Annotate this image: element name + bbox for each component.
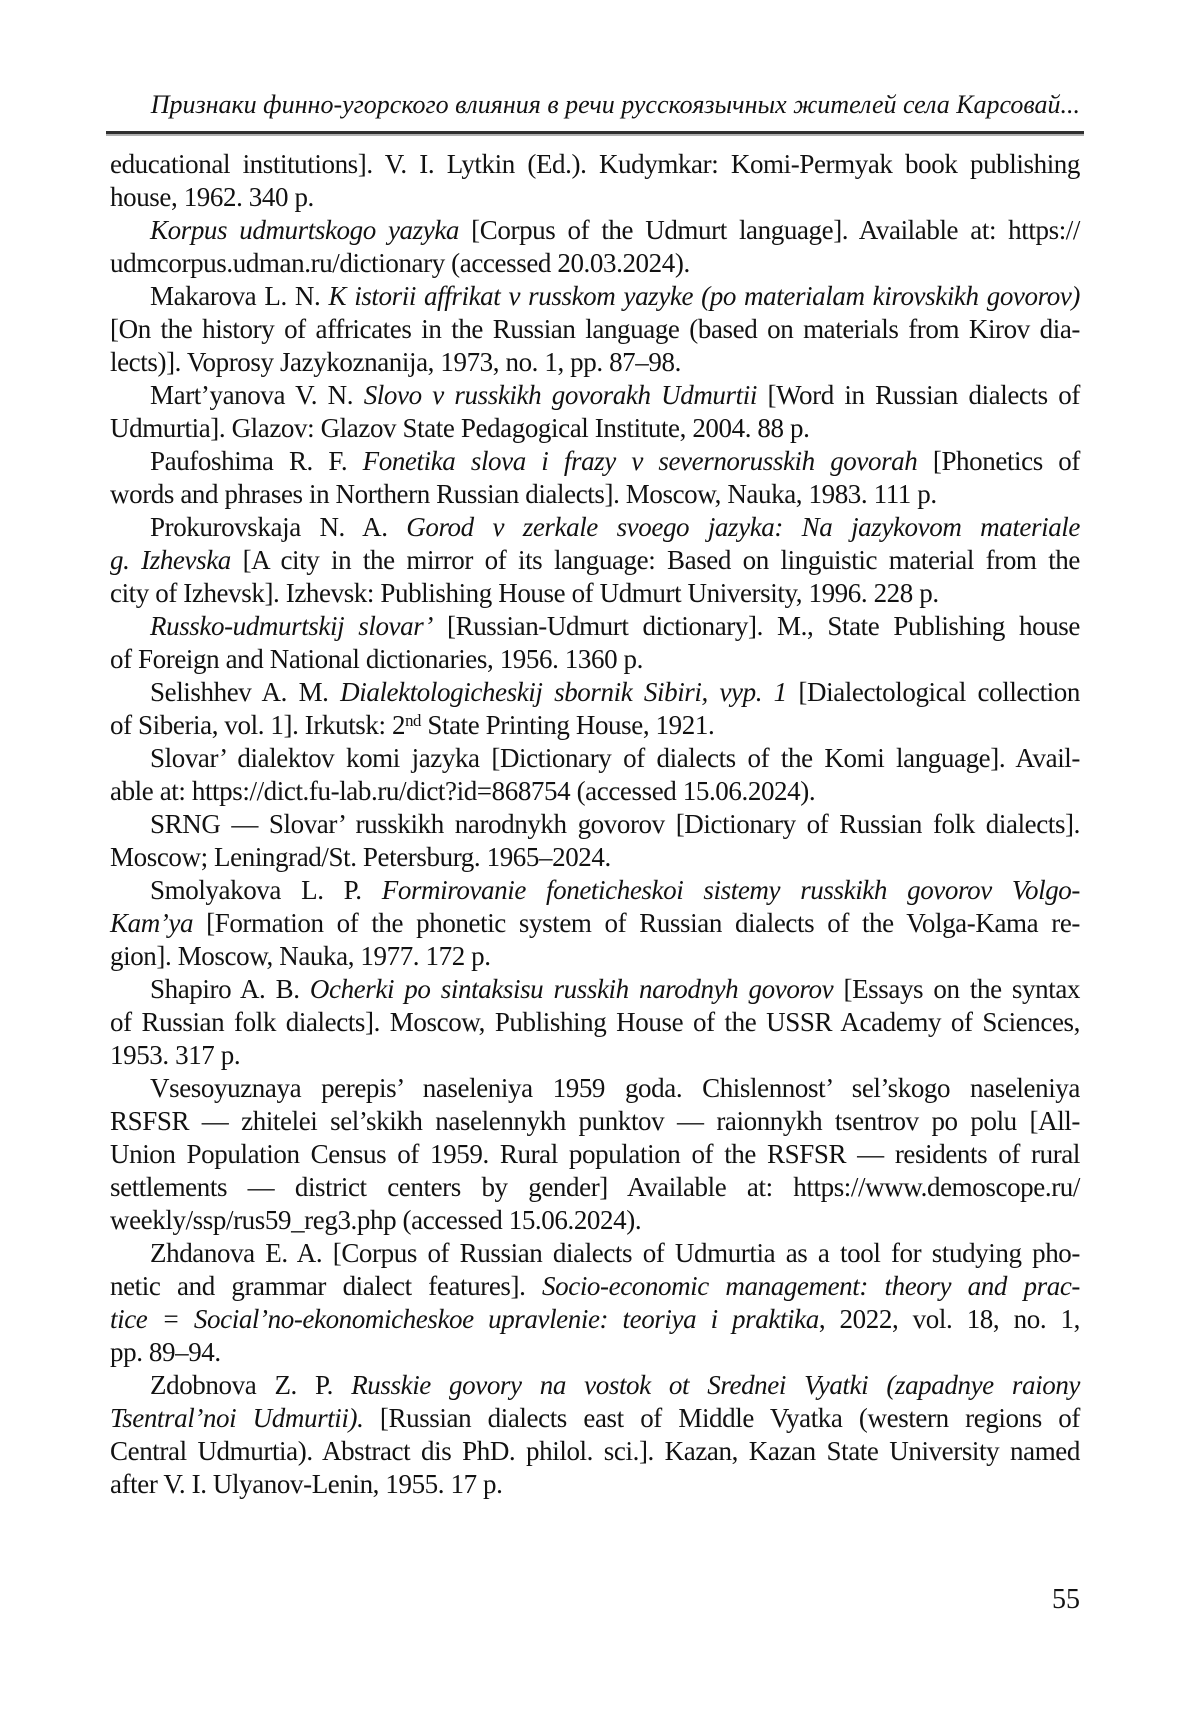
reference-line: RSFSR — zhitelei sel’skikh naselennykh punktov — raionnykh tsentrov po polu [All- (110, 1106, 1080, 1136)
reference-line: Paufoshima R. F. Fonetika slova i frazy v severnorusskih govorah [Phonetics of (150, 446, 1080, 476)
reference-entry (110, 973, 1080, 1072)
reference-line: Udmurtia]. Glazov: Glazov State Pedagogical Institute, 2004. 88 p. (110, 413, 810, 443)
reference-entry (110, 874, 1080, 973)
reference-line: Mart’yanova V. N. Slovo v russkikh govorakh Udmurtii [Word in Russian dialects of (150, 380, 1080, 410)
header-rule (106, 131, 1084, 136)
reference-line: of Russian folk dialects]. Moscow, Publishing House of the USSR Academy of Sciences, (110, 1007, 1080, 1037)
reference-entry (110, 1237, 1080, 1369)
reference-line: lects)]. Voprosy Jazykoznanija, 1973, no. 1, pp. 87–98. (110, 347, 681, 377)
page-number: 55 (1052, 1584, 1080, 1615)
reference-entry (110, 610, 1080, 676)
reference-entry (110, 148, 1080, 214)
reference-line: Vsesoyuznaya perepis’ naseleniya 1959 goda. Chislennost’ sel’skogo naseleniya (150, 1073, 1080, 1103)
references-list (110, 148, 1080, 1501)
reference-line: settlements — district centers by gender] Available at: https://www.demoscope.ru/ (110, 1172, 1080, 1202)
reference-line: Selishhev A. M. Dialektologicheskij sbornik Sibiri, vyp. 1 [Dialectological collection (150, 677, 1080, 707)
reference-line: Smolyakova L. P. Formirovanie foneticheskoi sistemy russkikh govorov Volgo- (150, 875, 1080, 905)
reference-line: words and phrases in Northern Russian dialects]. Moscow, Nauka, 1983. 111 p. (110, 479, 937, 509)
reference-line: city of Izhevsk]. Izhevsk: Publishing House of Udmurt University, 1996. 228 p. (110, 578, 939, 608)
reference-line: g. Izhevska [A city in the mirror of its language: Based on linguistic material from the (110, 545, 1080, 575)
reference-entry (110, 445, 1080, 511)
reference-line: house, 1962. 340 p. (110, 182, 314, 212)
reference-entry (110, 808, 1080, 874)
reference-line: Zhdanova E. A. [Corpus of Russian dialects of Udmurtia as a tool for studying pho- (150, 1238, 1080, 1268)
reference-line: SRNG — Slovar’ russkikh narodnykh govorov [Dictionary of Russian folk dialects]. (150, 809, 1080, 839)
reference-line: Kam’ya [Formation of the phonetic system of Russian dialects of the Volga-Kama re- (110, 908, 1080, 938)
reference-line: gion]. Moscow, Nauka, 1977. 172 p. (110, 941, 491, 971)
reference-line: Makarova L. N. K istorii affrikat v russkom yazyke (po materialam kirovskikh govorov) (150, 281, 1080, 311)
reference-entry (110, 676, 1080, 742)
reference-entry (110, 511, 1080, 610)
reference-line: tice = Social’no-ekonomicheskoe upravlenie: teoriya i praktika, 2022, vol. 18, no. 1, (110, 1304, 1080, 1334)
reference-entry (110, 280, 1080, 379)
reference-line: of Siberia, vol. 1]. Irkutsk: 2nd State Printing House, 1921. (110, 710, 715, 740)
reference-line: Central Udmurtia). Abstract dis PhD. philol. sci.]. Kazan, Kazan State University named (110, 1436, 1080, 1466)
reference-line: 1953. 317 p. (110, 1040, 241, 1070)
reference-line: Slovar’ dialektov komi jazyka [Dictionary of dialects of the Komi language]. Avail- (150, 743, 1080, 773)
reference-line: Prokurovskaja N. A. Gorod v zerkale svoego jazyka: Na jazykovom materiale (150, 512, 1080, 542)
reference-line: of Foreign and National dictionaries, 1956. 1360 p. (110, 644, 643, 674)
reference-line: udmcorpus.udman.ru/dictionary (accessed 20.03.2024). (110, 248, 690, 278)
reference-line: Tsentral’noi Udmurtii). [Russian dialects east of Middle Vyatka (western regions of (110, 1403, 1080, 1433)
reference-line: educational institutions]. V. I. Lytkin (Ed.). Kudymkar: Komi-Permyak book publishing (110, 149, 1080, 179)
reference-line: pp. 89–94. (110, 1337, 221, 1367)
reference-line: weekly/ssp/rus59_reg3.php (accessed 15.06.2024). (110, 1205, 642, 1235)
reference-line: [On the history of affricates in the Russian language (based on materials from Kirov dia- (110, 314, 1080, 344)
reference-entry (110, 214, 1080, 280)
running-header-title: Признаки финно-угорского влияния в речи русскоязычных жителей села Карсовай... (150, 90, 1080, 119)
reference-line: netic and grammar dialect features]. Socio-economic management: theory and prac- (110, 1271, 1080, 1301)
reference-line: able at: https://dict.fu-lab.ru/dict?id=868754 (accessed 15.06.2024). (110, 776, 816, 806)
reference-entry (110, 379, 1080, 445)
reference-line: Shapiro A. B. Ocherki po sintaksisu russkih narodnyh govorov [Essays on the syntax (150, 974, 1081, 1004)
reference-entry (110, 1072, 1080, 1237)
reference-line: Moscow; Leningrad/St. Petersburg. 1965–2024. (110, 842, 611, 872)
reference-line: Russko-udmurtskij slovar’ [Russian-Udmurt dictionary]. M., State Publishing house (150, 611, 1080, 641)
reference-line: Korpus udmurtskogo yazyka [Corpus of the Udmurt language]. Available at: https:// (150, 215, 1080, 245)
reference-line: after V. I. Ulyanov-Lenin, 1955. 17 p. (110, 1469, 503, 1499)
reference-entry (110, 1369, 1080, 1501)
reference-entry (110, 742, 1080, 808)
reference-line: Union Population Census of 1959. Rural population of the RSFSR — residents of rural (110, 1139, 1080, 1169)
reference-line: Zdobnova Z. P. Russkie govory na vostok ot Srednei Vyatki (zapadnye raiony (150, 1370, 1080, 1400)
